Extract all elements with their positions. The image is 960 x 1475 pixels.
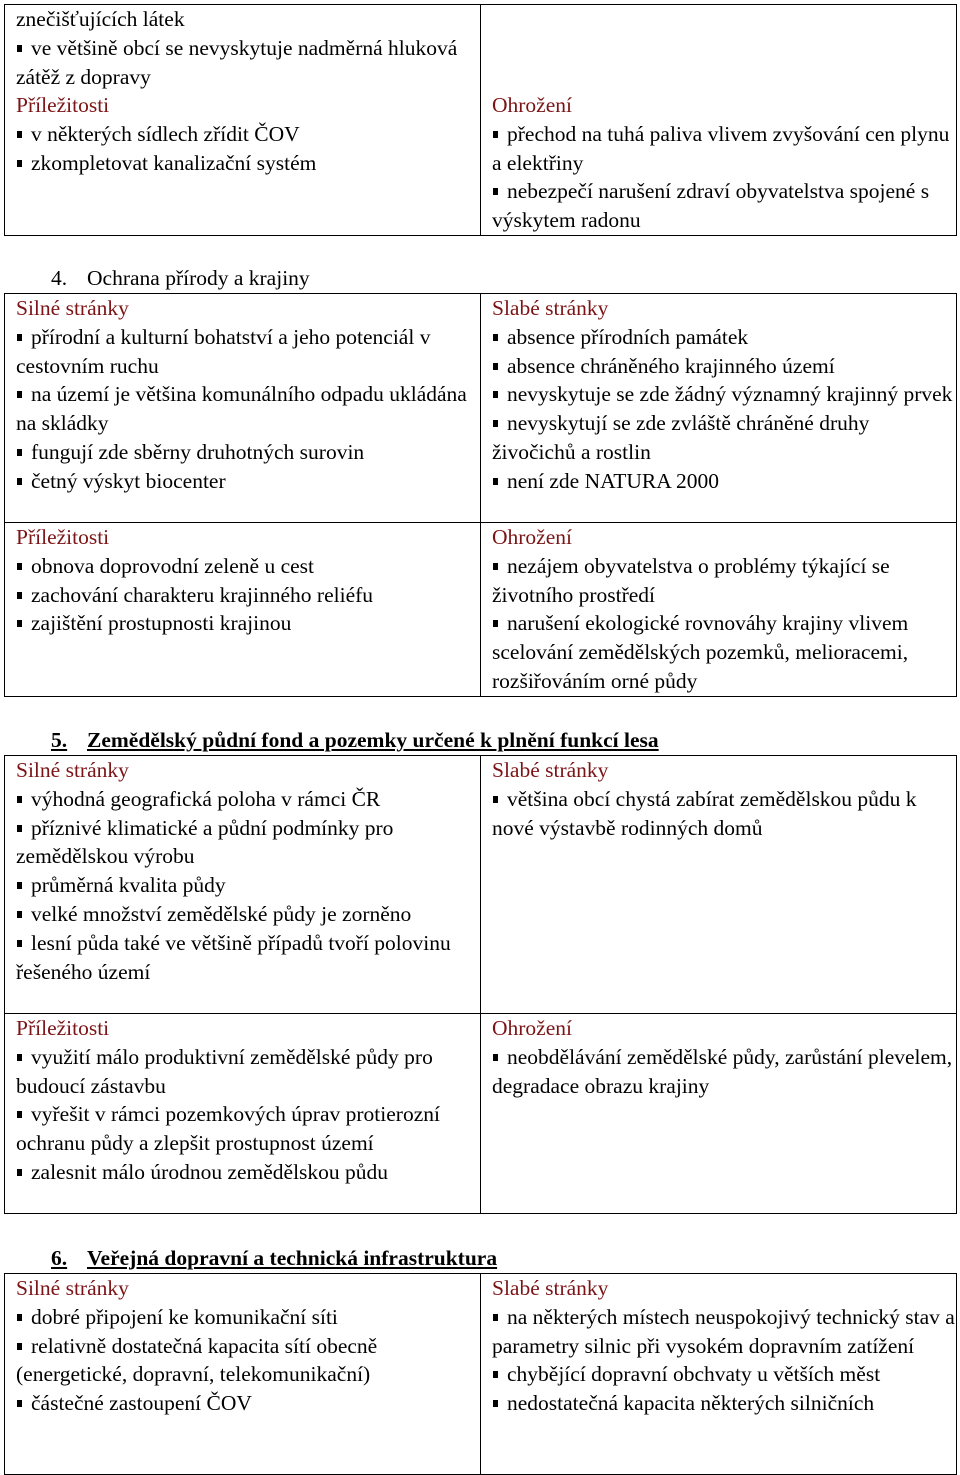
square-bullet-icon [17, 592, 22, 599]
square-bullet-icon [17, 563, 22, 570]
list-item: v některých sídlech zřídit ČOV [16, 120, 480, 149]
weaknesses-heading: Slabé stránky [492, 758, 609, 782]
section4-swot-table [4, 293, 957, 697]
list-item: absence chráněného krajinného území [492, 352, 956, 381]
section5-weaknesses-cell [481, 756, 957, 1014]
square-bullet-icon [17, 1054, 22, 1061]
square-bullet-icon [17, 131, 22, 138]
square-bullet-icon [17, 45, 22, 52]
section3-swot-table [4, 4, 957, 236]
square-bullet-icon [493, 620, 498, 627]
list-item: zkompletovat kanalizační systém [16, 149, 480, 178]
list-item: narušení ekologické rovnováhy krajiny vlivem scelování zemědělských pozemků, melioracemi, rozšiřováním orné půdy [492, 611, 909, 693]
square-bullet-icon [17, 1400, 22, 1407]
section5-swot-table [4, 755, 957, 1214]
threats-heading: Ohrožení [492, 1016, 572, 1040]
list-item: dobré připojení ke komunikační síti [16, 1303, 480, 1332]
section4-weaknesses-cell [481, 294, 957, 523]
square-bullet-icon [17, 796, 22, 803]
list-item: neobdělávání zemědělské půdy, zarůstání plevelem, degradace obrazu krajiny [492, 1044, 953, 1098]
list-item: přechod na tuhá paliva vlivem zvyšování cen plynu a elektřiny [492, 121, 950, 175]
strengths-heading: Silné stránky [16, 758, 129, 782]
section5-title [51, 726, 659, 755]
list-item: většina obcí chystá zabírat zemědělskou půdu k nové výstavbě rodinných domů [492, 786, 917, 840]
continued-text: znečišťujících látek [16, 7, 185, 31]
section6-weaknesses-cell [481, 1274, 957, 1475]
list-item: výhodná geografická poloha v rámci ČR [16, 785, 480, 814]
list-item: relativně dostatečná kapacita sítí obecně (energetické, dopravní, telekomunikační) [16, 1333, 378, 1387]
list-item: vyřešit v rámci pozemkových úprav protierozní ochranu půdy a zlepšit prostupnost území [16, 1102, 440, 1156]
threats-heading: Ohrožení [492, 525, 572, 549]
section4-title [51, 264, 310, 293]
opportunities-heading: Příležitosti [16, 525, 110, 549]
weaknesses-heading: Slabé stránky [492, 296, 609, 320]
list-item: obnova doprovodní zeleně u cest [16, 552, 480, 581]
section5-strengths-cell [5, 756, 481, 1014]
square-bullet-icon [493, 334, 498, 341]
strengths-heading: Silné stránky [16, 296, 129, 320]
square-bullet-icon [17, 160, 22, 167]
list-item: absence přírodních památek [492, 323, 956, 352]
square-bullet-icon [493, 131, 498, 138]
list-item: zajištění prostupnosti krajinou [16, 609, 480, 638]
list-item: přírodní a kulturní bohatství a jeho potenciál v cestovním ruchu [16, 324, 431, 378]
list-item: na některých místech neuspokojivý technický stav a parametry silnic při vysokém dopravním zatížení [492, 1304, 955, 1358]
list-item: na území je většina komunálního odpadu ukládána na skládky [16, 382, 467, 436]
square-bullet-icon [493, 563, 498, 570]
weaknesses-heading: Slabé stránky [492, 1276, 609, 1300]
square-bullet-icon [17, 911, 22, 918]
section-number: 5. [51, 728, 68, 752]
section-title-text: Zemědělský půdní fond a pozemky určené k plnění funkcí lesa [87, 728, 659, 752]
square-bullet-icon [17, 1111, 22, 1118]
list-item: průměrná kvalita půdy [16, 871, 480, 900]
square-bullet-icon [17, 334, 22, 341]
square-bullet-icon [493, 796, 498, 803]
section-title-text: Ochrana přírody a krajiny [87, 266, 310, 290]
section5-threats-cell [481, 1014, 957, 1214]
list-item: nedostatečná kapacita některých silničních [492, 1389, 956, 1418]
list-item: zalesnit málo úrodnou zemědělskou půdu [16, 1158, 480, 1187]
list-item: četný výskyt biocenter [16, 467, 480, 496]
section6-swot-table [4, 1273, 957, 1475]
square-bullet-icon [17, 1343, 22, 1350]
list-item: chybějící dopravní obchvaty u větších měst [492, 1360, 956, 1389]
list-item: nevyskytuje se zde žádný významný krajinný prvek [492, 380, 956, 409]
square-bullet-icon [493, 188, 498, 195]
section-title-text: Veřejná dopravní a technická infrastruktura [87, 1246, 498, 1270]
section4-threats-cell [481, 523, 957, 697]
section3-right-cell [481, 5, 957, 236]
list-item: nezájem obyvatelstva o problémy týkající se životního prostředí [492, 553, 890, 607]
square-bullet-icon [493, 391, 498, 398]
list-item: není zde NATURA 2000 [492, 467, 956, 496]
square-bullet-icon [17, 825, 22, 832]
list-item: lesní půda také ve většině případů tvoří polovinu řešeného území [16, 930, 451, 984]
list-item: příznivé klimatické a půdní podmínky pro zemědělskou výrobu [16, 815, 394, 869]
strengths-heading: Silné stránky [16, 1276, 129, 1300]
threats-heading: Ohrožení [492, 93, 572, 117]
square-bullet-icon [493, 478, 498, 485]
list-item: využití málo produktivní zemědělské půdy pro budoucí zástavbu [16, 1044, 433, 1098]
square-bullet-icon [493, 1371, 498, 1378]
square-bullet-icon [17, 478, 22, 485]
square-bullet-icon [17, 449, 22, 456]
square-bullet-icon [493, 1314, 498, 1321]
square-bullet-icon [17, 620, 22, 627]
list-item: ve většině obcí se nevyskytuje nadměrná hluková zátěž z dopravy [16, 35, 458, 89]
square-bullet-icon [17, 1314, 22, 1321]
opportunities-heading: Příležitosti [16, 1016, 110, 1040]
square-bullet-icon [493, 363, 498, 370]
list-item: zachování charakteru krajinného reliéfu [16, 581, 480, 610]
list-item: velké množství zemědělské půdy je zorněno [16, 900, 480, 929]
section6-strengths-cell [5, 1274, 481, 1475]
square-bullet-icon [493, 1400, 498, 1407]
list-item: fungují zde sběrny druhotných surovin [16, 438, 480, 467]
section-number: 6. [51, 1246, 68, 1270]
square-bullet-icon [17, 1169, 22, 1176]
section4-opportunities-cell [5, 523, 481, 697]
list-item: nevyskytují se zde zvláště chráněné druhy živočichů a rostlin [492, 411, 870, 464]
list-item: nebezpečí narušení zdraví obyvatelstva spojené s výskytem radonu [492, 179, 930, 233]
section3-left-cell [5, 5, 481, 236]
square-bullet-icon [17, 940, 22, 947]
section5-opportunities-cell [5, 1014, 481, 1214]
section-number: 4. [51, 266, 68, 290]
square-bullet-icon [17, 882, 22, 889]
square-bullet-icon [493, 420, 498, 427]
list-item: částečné zastoupení ČOV [16, 1389, 480, 1418]
section4-strengths-cell [5, 294, 481, 523]
section6-title [51, 1244, 497, 1273]
square-bullet-icon [493, 1054, 498, 1061]
square-bullet-icon [17, 391, 22, 398]
opportunities-heading: Příležitosti [16, 93, 110, 118]
